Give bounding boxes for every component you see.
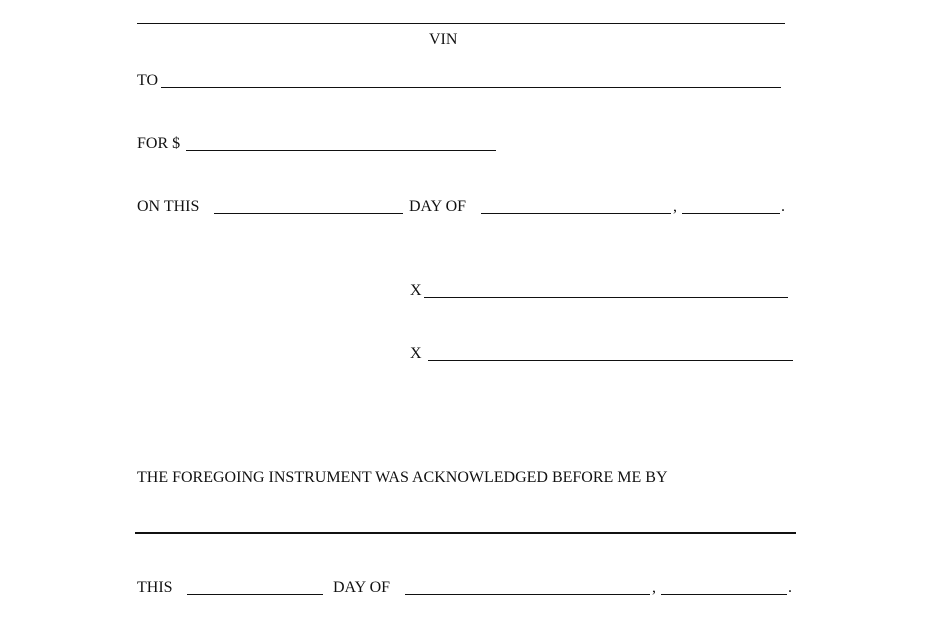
date-period: . [781, 198, 785, 215]
on-this-label: ON THIS [137, 198, 200, 215]
signature-mark-2: X [410, 345, 422, 362]
signature-line-1[interactable] [424, 297, 788, 298]
acknowledged-by-line[interactable] [135, 532, 796, 534]
day-line[interactable] [214, 213, 403, 214]
vin-label: VIN [429, 31, 458, 48]
day-of-label: DAY OF [409, 198, 467, 215]
amount-line[interactable] [186, 150, 496, 151]
year-line[interactable] [682, 213, 780, 214]
notary-day-line[interactable] [187, 594, 323, 595]
date-comma: , [673, 198, 677, 215]
vin-line[interactable] [137, 23, 785, 24]
acknowledgment-text: THE FOREGOING INSTRUMENT WAS ACKNOWLEDGED BEFORE ME BY [137, 469, 668, 486]
notary-date-comma: , [652, 579, 656, 596]
for-amount-label: FOR $ [137, 135, 181, 152]
month-line[interactable] [481, 213, 671, 214]
notary-day-of-label: DAY OF [333, 579, 391, 596]
notary-year-line[interactable] [661, 594, 787, 595]
this-label: THIS [137, 579, 173, 596]
to-label: TO [137, 72, 159, 89]
notary-month-line[interactable] [405, 594, 650, 595]
signature-mark-1: X [410, 282, 422, 299]
signature-line-2[interactable] [428, 360, 793, 361]
to-line[interactable] [161, 87, 781, 88]
notary-date-period: . [788, 579, 792, 596]
